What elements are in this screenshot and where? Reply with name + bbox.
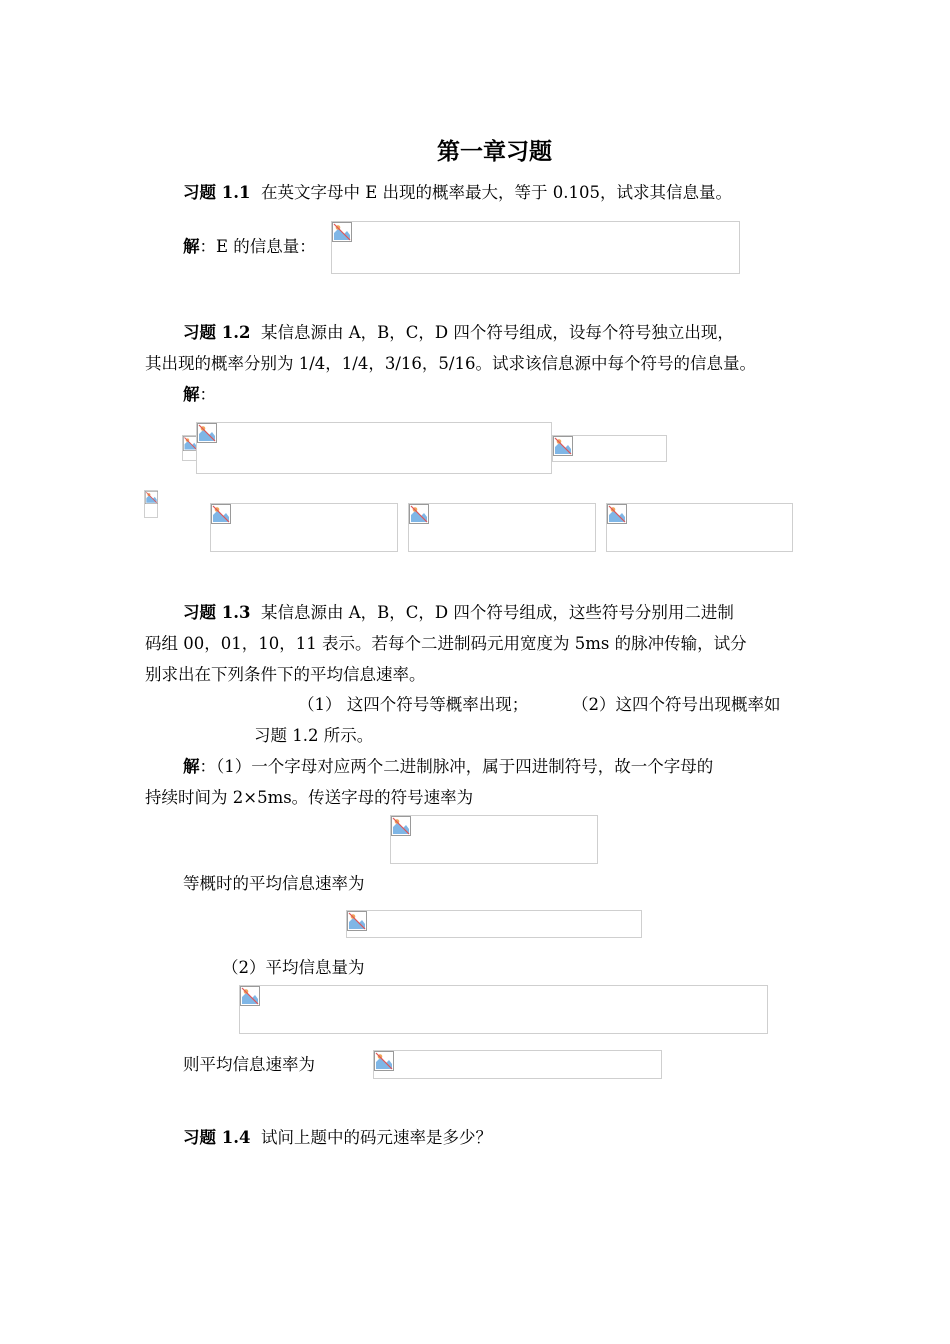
solution-1-2: 解： <box>183 385 216 404</box>
broken-image-icon <box>145 491 158 504</box>
equation-image <box>346 910 642 938</box>
problem-text: 某信息源由 A，B，C，D 四个符号组成，这些符号分别用二进制 <box>260 603 734 622</box>
solution-1-3-line2: 持续时间为 2×5ms。传送字母的符号速率为 <box>145 788 474 807</box>
solution-label: 解 <box>183 757 200 776</box>
equiprobable-rate-text: 等概时的平均信息速率为 <box>183 874 365 893</box>
problem-text: 在英文字母中 E 出现的概率最大，等于 0.105，试求其信息量。 <box>260 183 732 202</box>
problem-text: 试问上题中的码元速率是多少？ <box>260 1128 492 1147</box>
equation-image <box>239 985 768 1034</box>
problem-1-1 <box>183 182 732 204</box>
page-title: 第一章习题 <box>437 138 552 165</box>
problem-text: 某信息源由 A，B，C，D 四个符号组成，设每个符号独立出现， <box>260 323 734 342</box>
problem-label: 习题 1.1 <box>183 183 251 202</box>
solution-label: 解 <box>183 385 200 404</box>
broken-image-icon <box>240 986 260 1006</box>
problem-1-3-line3: 别求出在下列条件下的平均信息速率。 <box>145 665 426 684</box>
solution-text: ：E 的信息量： <box>199 237 316 256</box>
problem-1-2-line1 <box>183 322 734 344</box>
broken-image-icon <box>607 504 627 524</box>
problem-1-2-line2: 其出现的概率分别为 1/4，1/4，3/16，5/16。试求该信息源中每个符号的信息量。 <box>145 354 756 373</box>
problem-1-3-line2: 码组 00，01，10，11 表示。若每个二进制码元用宽度为 5ms 的脉冲传输，试分 <box>145 634 747 653</box>
equation-image <box>390 815 598 864</box>
problem-label: 习题 1.3 <box>183 603 251 622</box>
broken-image-icon <box>347 911 367 931</box>
problem-label: 习题 1.4 <box>183 1128 251 1147</box>
broken-image-icon <box>332 222 352 242</box>
broken-image-icon <box>391 816 411 836</box>
equation-image <box>552 435 667 462</box>
condition-2-cont: 习题 1.2 所示。 <box>254 726 374 745</box>
equation-image <box>144 490 158 518</box>
equation-image <box>210 503 398 552</box>
problem-1-4 <box>183 1127 492 1149</box>
broken-image-icon <box>553 436 573 456</box>
equation-image <box>408 503 596 552</box>
part-2-text: （2）平均信息量为 <box>222 958 365 977</box>
solution-1-1 <box>183 236 316 258</box>
condition-1: （1） 这四个符号等概率出现； <box>298 695 529 714</box>
solution-label: 解 <box>183 237 200 256</box>
broken-image-icon <box>211 504 231 524</box>
equation-image <box>331 221 740 274</box>
average-rate-text: 则平均信息速率为 <box>183 1055 315 1074</box>
equation-image <box>196 422 552 474</box>
equation-image <box>606 503 793 552</box>
equation-image <box>373 1050 662 1079</box>
broken-image-icon <box>409 504 429 524</box>
solution-1-3-line1: 解：（1）一个字母对应两个二进制脉冲，属于四进制符号，故一个字母的 <box>183 757 714 776</box>
problem-1-3-line1 <box>183 602 734 624</box>
broken-image-icon <box>197 423 217 443</box>
broken-image-icon <box>374 1051 394 1071</box>
problem-label: 习题 1.2 <box>183 323 251 342</box>
condition-2: （2）这四个符号出现概率如 <box>572 695 781 714</box>
